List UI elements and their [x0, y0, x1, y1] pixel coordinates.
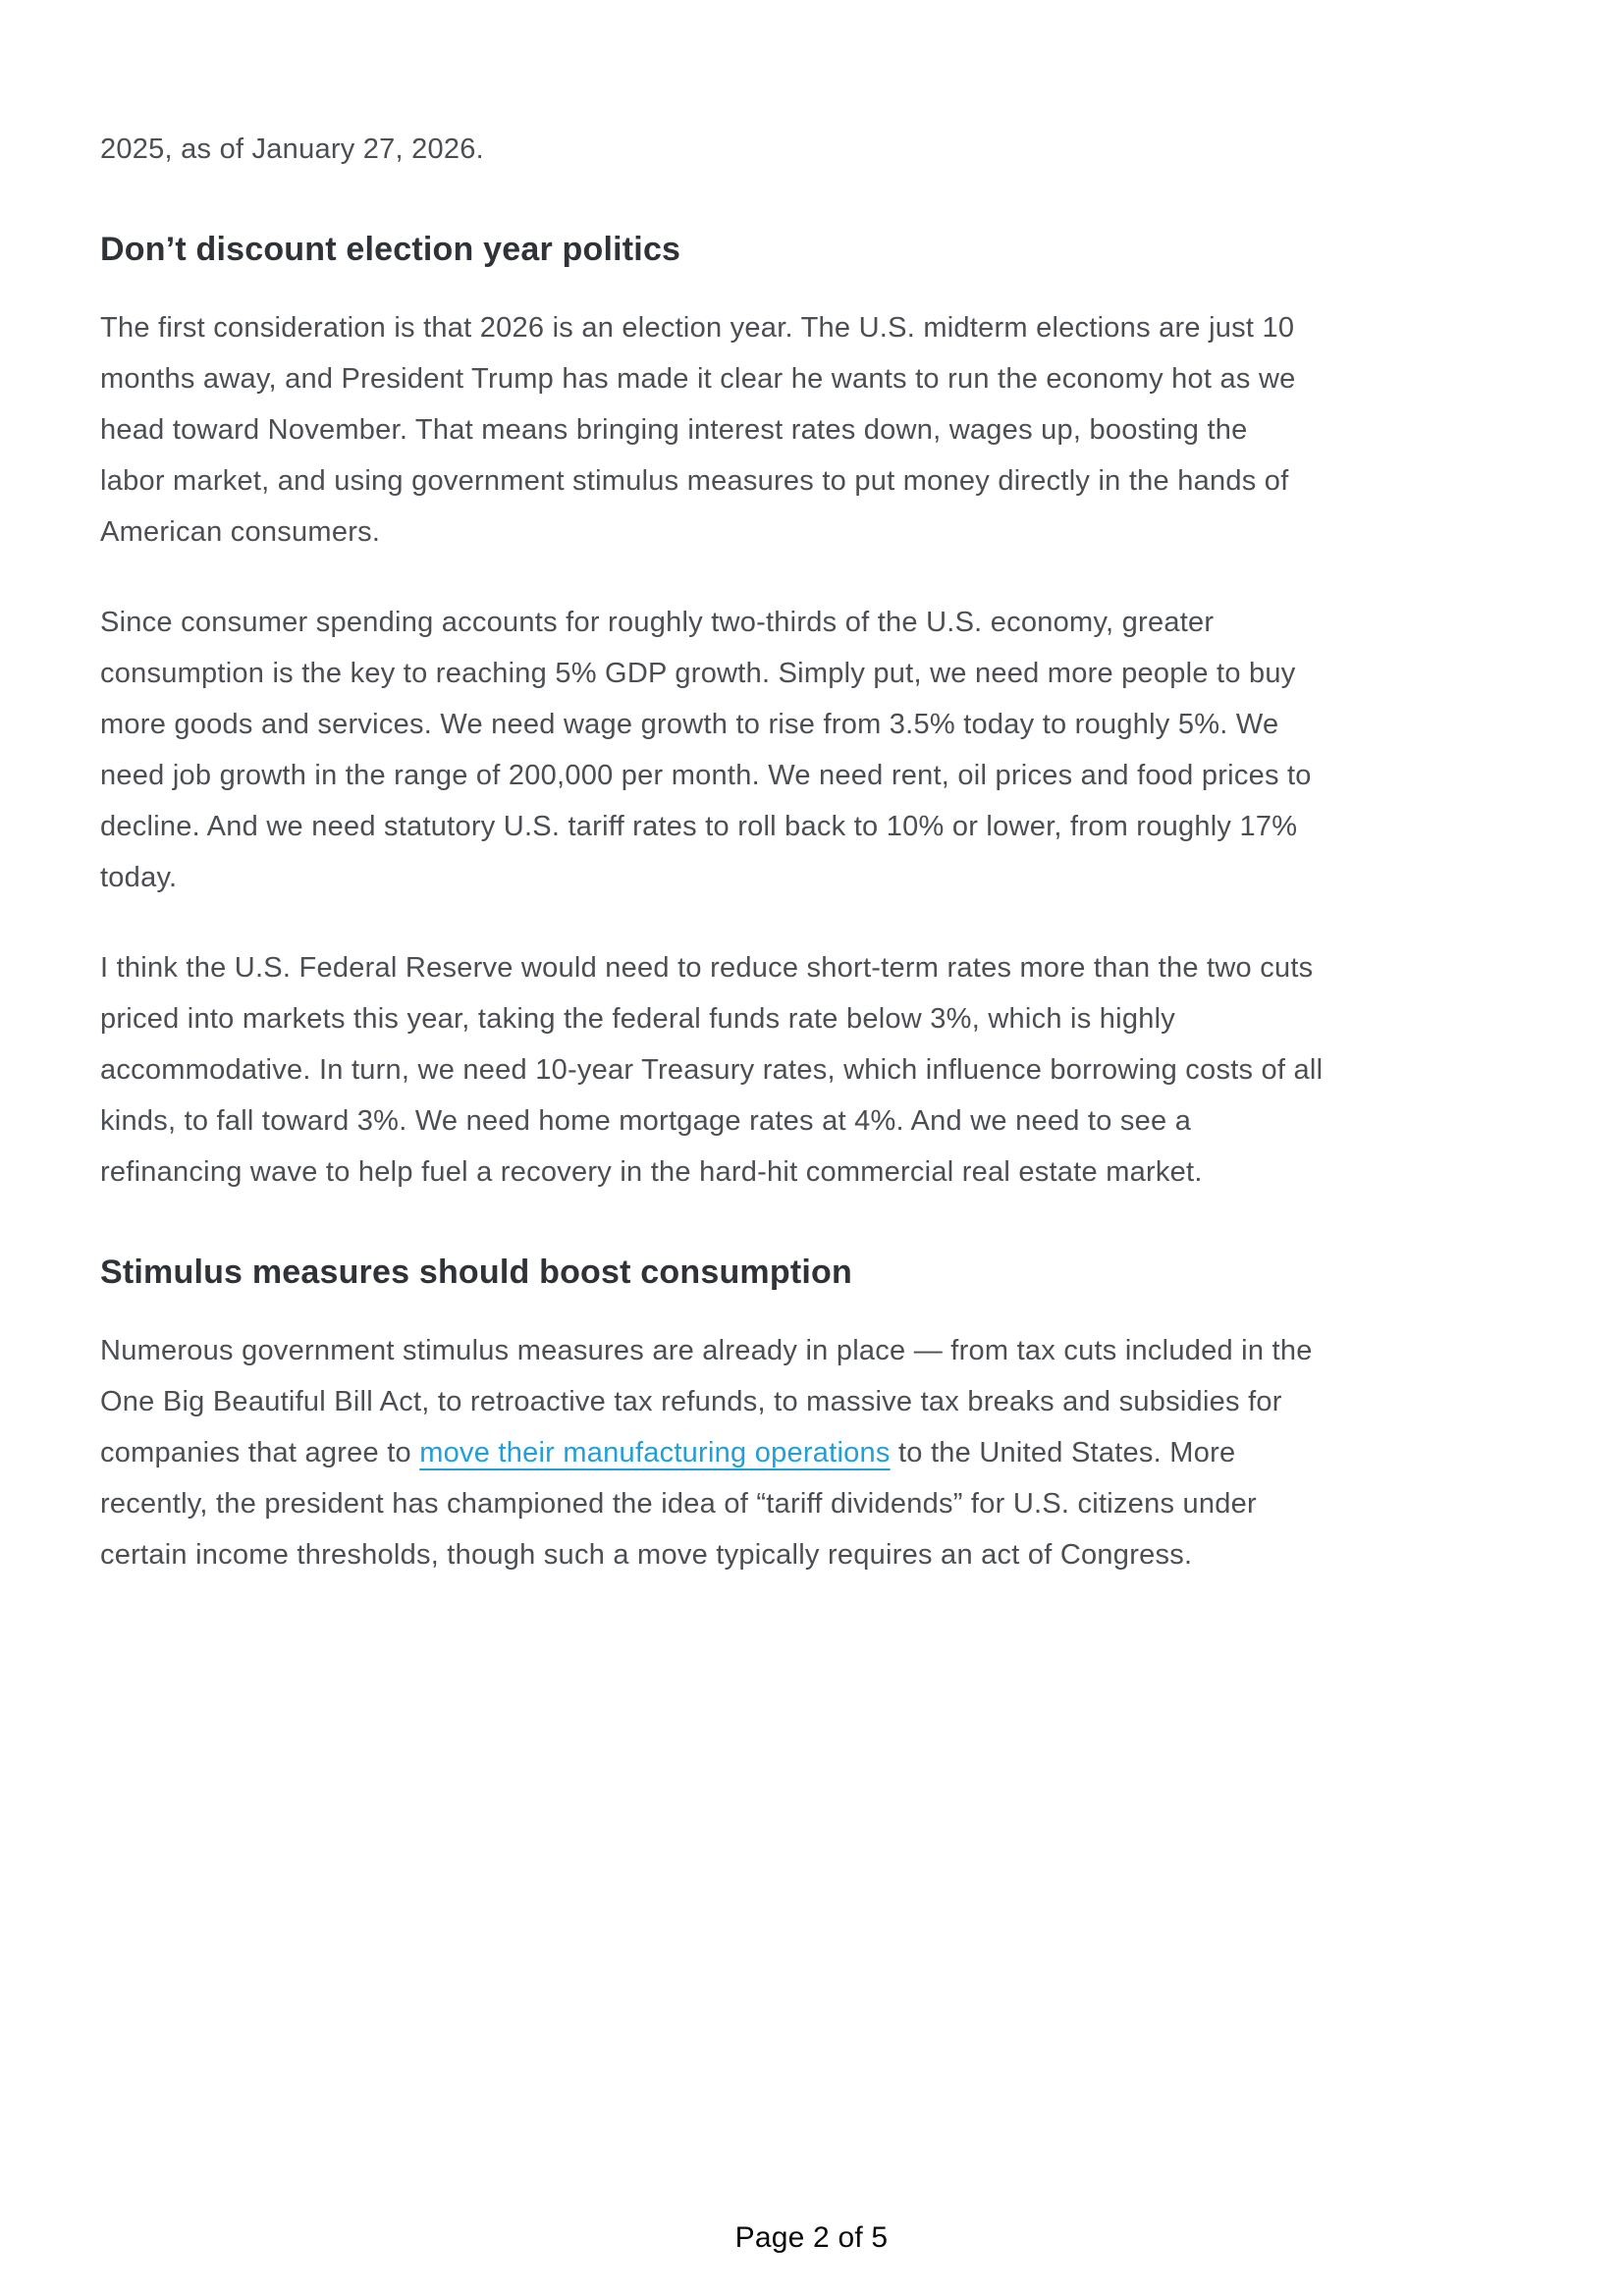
text-line: need job growth in the range of 200,000 per month. We need rent, oil prices and food prices to	[100, 760, 1312, 791]
section-heading-stimulus-measures: Stimulus measures should boost consumption	[100, 1254, 852, 1291]
text-line: more goods and services. We need wage growth to rise from 3.5% today to roughly 5%. We	[100, 709, 1279, 740]
text-line	[100, 1427, 1525, 1478]
text-line: kinds, to fall toward 3%. We need home mortgage rates at 4%. And we need to see a	[100, 1105, 1192, 1137]
text-line: priced into markets this year, taking the federal funds rate below 3%, which is highly	[100, 1003, 1176, 1035]
text-line: labor market, and using government stimulus measures to put money directly in the hands of	[100, 465, 1289, 497]
text-line: consumption is the key to reaching 5% GDP growth. Simply put, we need more people to buy	[100, 658, 1296, 689]
text-line: I think the U.S. Federal Reserve would need to reduce short-term rates more than the two cuts	[100, 952, 1314, 984]
text-line: Numerous government stimulus measures are already in place — from tax cuts included in the	[100, 1335, 1313, 1366]
text-line: decline. And we need statutory U.S. tariff rates to roll back to 10% or lower, from roughly 17%	[100, 811, 1298, 842]
section-heading-election-politics: Don’t discount election year politics	[100, 231, 681, 268]
text-line: head toward November. That means bringing interest rates down, wages up, boosting the	[100, 414, 1248, 446]
text-line: months away, and President Trump has made it clear he wants to run the economy hot as we	[100, 363, 1296, 395]
text-segment: to the United States. More	[890, 1437, 1236, 1468]
text-segment: companies that agree to	[100, 1437, 420, 1468]
text-line: American consumers.	[100, 516, 381, 548]
intro-continuation-text: 2025, as of January 27, 2026.	[100, 133, 484, 165]
paragraph-federal-reserve	[100, 942, 1525, 1198]
paragraph-consumer-spending	[100, 597, 1525, 903]
text-line: recently, the president has championed the idea of “tariff dividends” for U.S. citizens under	[100, 1488, 1257, 1520]
page-number: Page 2 of 5	[734, 2221, 889, 2254]
text-line: accommodative. In turn, we need 10-year Treasury rates, which influence borrowing costs of all	[100, 1054, 1324, 1086]
paragraph-stimulus-measures	[100, 1325, 1525, 1580]
text-line: The first consideration is that 2026 is an election year. The U.S. midterm elections are just 10	[100, 312, 1295, 344]
text-line: refinancing wave to help fuel a recovery in the hard-hit commercial real estate market.	[100, 1156, 1203, 1188]
paragraph-election-year	[100, 302, 1525, 558]
text-line: Since consumer spending accounts for roughly two-thirds of the U.S. economy, greater	[100, 607, 1215, 638]
text-line: certain income thresholds, though such a move typically requires an act of Congress.	[100, 1539, 1193, 1571]
text-line: One Big Beautiful Bill Act, to retroactive tax refunds, to massive tax breaks and subsidies for	[100, 1386, 1282, 1417]
text-line: today.	[100, 862, 178, 893]
manufacturing-operations-link[interactable]: move their manufacturing operations	[419, 1437, 891, 1468]
